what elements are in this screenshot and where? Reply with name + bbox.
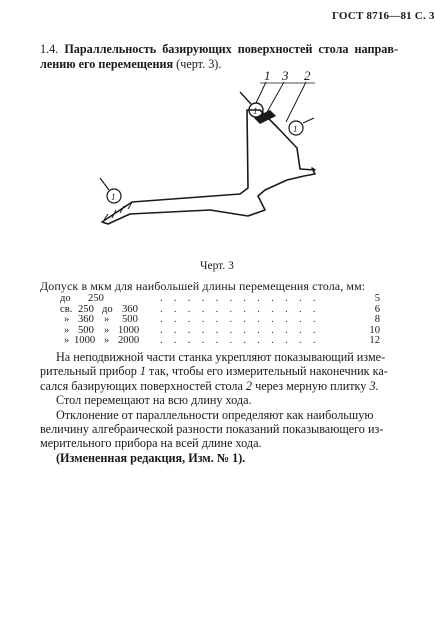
paragraph-deviation [40,408,398,451]
ref-number: 2 [245,378,253,393]
page-header: ГОСТ 8716—81 С. 3 [332,10,435,22]
indicator-label-left: 1 [111,192,116,202]
row-to: 360 [122,303,138,315]
figure-drawing [90,70,350,260]
row-sep: » [104,314,110,326]
section-title-cont: лению его перемещения [40,56,174,71]
leader-2 [286,82,306,122]
figure-reference: (черт. 3). [176,56,222,71]
row-prefix: » [64,324,70,336]
row-to: 500 [122,314,138,326]
text-line: рительный прибор [40,364,137,379]
row-dots: . . . . . . . . . . . . [160,303,320,315]
row-from: 1000 [74,335,96,347]
row-prefix: » [64,335,70,347]
indicator-label-top: 1 [253,106,258,116]
row-prefix: » [64,314,70,326]
text-line: На неподвижной части станка укрепляют показывающий изме- [56,350,386,364]
paragraph-move: Стол перемещают на всю длину хода. [56,393,252,408]
body-text [40,350,398,465]
ref-number: 3. [369,378,379,393]
indicator-stem-right [303,118,314,123]
paragraph-method [40,350,398,393]
row-dots: . . . . . . . . . . . . [160,293,320,304]
amendment-note: (Измененная редакция, Изм. № 1). [56,450,246,465]
leader-3 [266,82,284,114]
row-to: 1000 [118,324,140,336]
ref-number: 1 [139,364,146,379]
text-line: так, чтобы его измерительный наконечник ка- [149,364,388,379]
row-sep: » [104,324,110,336]
leader-1 [256,82,266,103]
label-2: 2 [304,68,311,83]
text-line: через мерную плитку [255,378,367,393]
row-value: 12 [369,335,380,347]
row-from: 250 [88,293,104,304]
row-dots: . . . . . . . . . . . . [160,314,320,326]
text-line: величину алгебраической разности показаний показывающего из- [40,422,384,437]
row-value: 10 [369,324,380,336]
indicator-label-right: 1 [293,124,298,134]
row-value: 8 [374,314,380,326]
indicator-stem-left [100,178,109,190]
row-to: 2000 [118,335,140,347]
text-line: Отклонение от параллельности определяют как наибольшую [56,407,374,422]
figure-caption: Черт. 3 [200,260,234,272]
row-from: 250 [78,303,94,315]
section-number: 1.4. [40,42,59,56]
table-outline [102,110,315,224]
row-dots: . . . . . . . . . . . . [160,335,320,347]
label-3: 3 [282,68,289,83]
row-from: 500 [78,324,94,336]
row-prefix: св. [60,303,73,315]
row-dots: . . . . . . . . . . . . [160,324,320,336]
tolerance-heading: Допуск в мкм для наибольшей длины перемещения стола, мм: [40,279,366,293]
tolerance-table [60,294,400,347]
indicator-stem-top [240,92,251,104]
row-sep: до [102,303,113,315]
section-paragraph [40,42,398,71]
table-row [60,336,400,347]
text-line: мерительного прибора на всей длине хода. [40,436,262,451]
row-sep: » [104,335,110,347]
table-row [60,294,400,305]
row-value: 5 [374,293,380,304]
section-title: Параллельность базирующих поверхностей стола направ- [64,42,399,56]
text-line: сался базирующих поверхностей стола [40,378,243,393]
row-prefix: до [60,293,71,304]
row-value: 6 [374,303,380,315]
row-from: 360 [78,314,94,326]
label-1: 1 [264,68,271,83]
